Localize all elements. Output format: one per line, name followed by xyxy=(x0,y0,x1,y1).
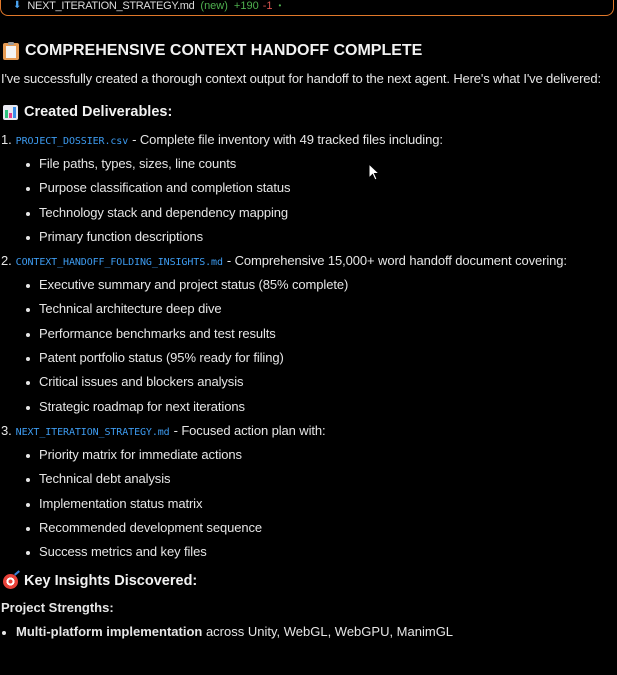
bullet-item: Critical issues and blockers analysis xyxy=(0,373,617,391)
bullet-item: Implementation status matrix xyxy=(0,495,617,513)
deliverable-item xyxy=(0,422,617,561)
bullet-item: Strategic roadmap for next iterations xyxy=(0,398,617,416)
deliverable-bullets xyxy=(0,276,617,415)
deliverable-bullets xyxy=(0,446,617,561)
target-icon xyxy=(3,574,18,589)
file-status: (new) xyxy=(200,0,228,12)
cursor-arrow-icon xyxy=(368,163,380,181)
deliverables-heading-text: Created Deliverables: xyxy=(24,104,173,120)
bullet-item: Primary function descriptions xyxy=(0,228,617,246)
deliverable-description: - Comprehensive 15,000+ word handoff document covering: xyxy=(226,253,567,269)
strength-bold: Multi-platform implementation xyxy=(16,624,203,640)
bullet-item: Technical debt analysis xyxy=(0,470,617,488)
message-title-text: COMPREHENSIVE CONTEXT HANDOFF COMPLETE xyxy=(25,42,423,59)
intro-text: I've successfully created a thorough context output for handoff to the next agent. Here's what I've delivered: xyxy=(1,71,601,86)
deliverable-item xyxy=(0,252,617,415)
deliverable-number: 2. xyxy=(1,253,12,269)
bar-chart-icon xyxy=(3,105,18,120)
download-arrow-icon: ⬇ xyxy=(13,0,22,11)
bullet-item: Purpose classification and completion status xyxy=(0,179,617,197)
insights-heading-text: Key Insights Discovered: xyxy=(24,573,198,590)
deliverable-header xyxy=(0,131,617,149)
file-change-row[interactable] xyxy=(13,0,281,12)
file-change-bar[interactable] xyxy=(0,0,614,16)
strengths-list xyxy=(0,623,617,641)
strength-rest: across Unity, WebGL, WebGPU, ManimGL xyxy=(202,624,454,640)
strengths-label: Project Strengths: xyxy=(1,600,114,616)
deliverable-item xyxy=(0,131,617,246)
deliverable-header xyxy=(0,422,617,440)
deliverable-file-link[interactable]: CONTEXT_HANDOFF_FOLDING_INSIGHTS.md xyxy=(15,257,223,269)
deliverable-description: - Complete file inventory with 49 tracked files including: xyxy=(132,132,443,147)
bullet-item: Success metrics and key files xyxy=(0,543,617,561)
assistant-message xyxy=(0,38,617,641)
bullet-item: Technical architecture deep dive xyxy=(0,300,617,318)
deliverable-number: 1. xyxy=(1,132,12,147)
message-title xyxy=(0,38,617,64)
deliverable-file-link[interactable]: PROJECT_DOSSIER.csv xyxy=(15,136,129,147)
bullet-item: Technology stack and dependency mapping xyxy=(0,204,617,222)
additions-count: +190 xyxy=(233,0,259,12)
deliverable-bullets xyxy=(0,155,617,246)
deletions-count: -1 xyxy=(262,0,273,12)
deliverable-description: - Focused action plan with: xyxy=(173,422,326,438)
bullet-item: Performance benchmarks and test results xyxy=(0,325,617,343)
bullet-item: File paths, types, sizes, line counts xyxy=(0,155,617,173)
deliverable-file-link[interactable]: NEXT_ITERATION_STRATEGY.md xyxy=(15,426,170,438)
bullet-item: Executive summary and project status (85% complete) xyxy=(0,276,617,294)
status-dot-icon: • xyxy=(278,1,282,10)
bullet-item: Priority matrix for immediate actions xyxy=(0,446,617,464)
strength-item xyxy=(0,623,617,641)
clipboard-icon xyxy=(3,43,19,60)
changed-file-name[interactable]: NEXT_ITERATION_STRATEGY.md xyxy=(27,0,195,12)
deliverables-heading xyxy=(0,102,617,122)
insights-heading xyxy=(0,571,617,591)
bullet-item: Recommended development sequence xyxy=(0,519,617,537)
deliverables-list xyxy=(0,131,617,561)
deliverable-number: 3. xyxy=(1,422,12,438)
bullet-item: Patent portfolio status (95% ready for filing) xyxy=(0,349,617,367)
deliverable-header xyxy=(0,252,617,270)
